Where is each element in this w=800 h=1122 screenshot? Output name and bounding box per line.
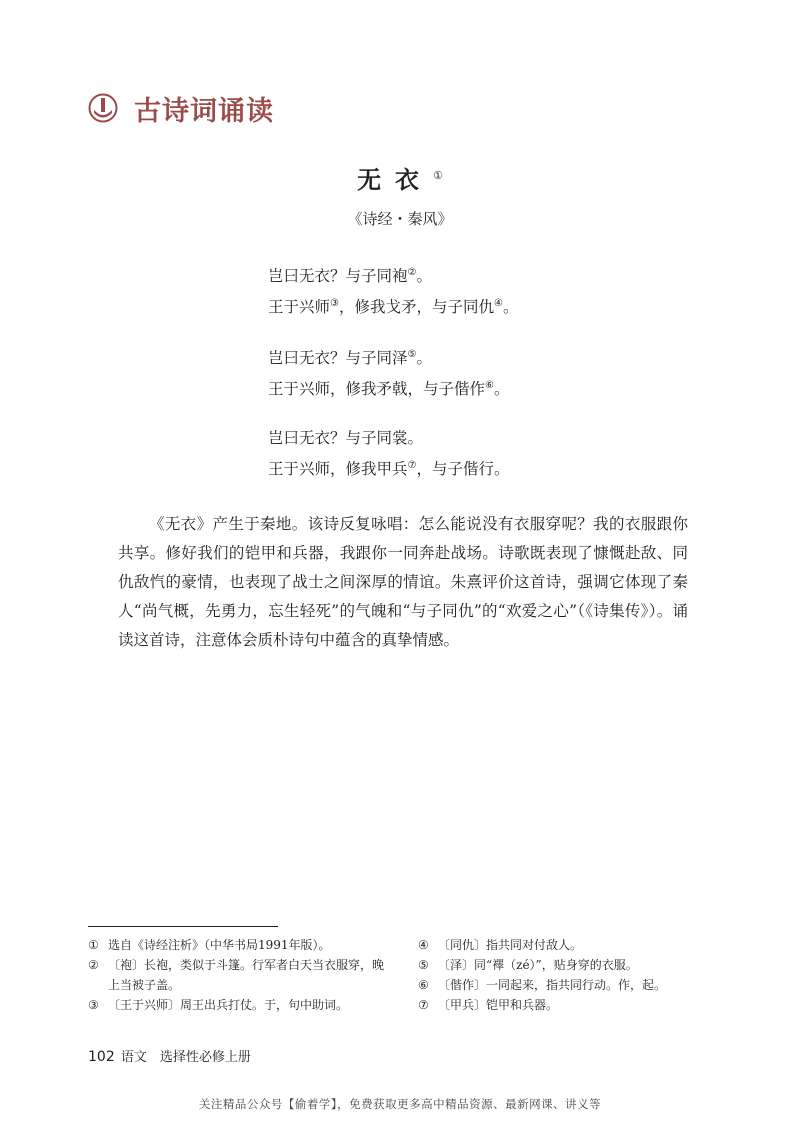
stanza-3 — [268, 424, 510, 483]
poem-line: 王于兴师，修我甲兵⑦，与子偕行。 — [268, 460, 510, 479]
footnote-item: ④ 〔同仇〕指共同对付敌人。 — [418, 938, 583, 952]
poem-source: 《诗经・秦风》 — [347, 210, 453, 228]
footnote-item: ⑥ 〔偕作〕一同起来，指共同行动。作，起。 — [418, 978, 667, 992]
footnote-item: ① 选自《诗经注析》（中华书局1991年版）。 — [88, 938, 331, 952]
book-title: 语文 选择性必修上册 — [120, 1050, 251, 1065]
footnote-divider — [88, 926, 278, 927]
footnote-item: ⑤ 〔泽〕同“襗（zé）”，贴身穿的衣服。 — [418, 958, 638, 972]
page-footer — [88, 1046, 251, 1065]
stanza-2 — [268, 341, 510, 403]
footnote-marker: ① — [433, 169, 443, 182]
poem-line: 岂曰无衣？与子同裳。 — [268, 429, 424, 447]
footnotes-left — [88, 935, 388, 1015]
poem-line: 王于兴师③，修我戈矛，与子同仇④。 — [268, 298, 519, 317]
footnotes-right — [418, 935, 708, 1015]
poem-line: 岂曰无衣？与子同袍②。 — [268, 267, 432, 286]
stanza-1 — [268, 259, 518, 321]
poem-line: 岂曰无衣？与子同泽⑤。 — [268, 349, 432, 368]
section-title: 古诗词诵读 — [134, 95, 274, 127]
page-number: 102 — [88, 1049, 115, 1065]
bookmark-logo-icon — [88, 93, 118, 123]
poem-title: 无衣① — [357, 165, 443, 194]
footnote-item: ⑦ 〔甲兵〕铠甲和兵器。 — [418, 998, 559, 1012]
footnote-item: ② 〔袍〕长袍，类似于斗篷。行军者白天当衣服穿，晚上当被子盖。 — [88, 958, 385, 992]
intro-paragraph: 《无衣》产生于秦地。该诗反复咏唱：怎么能说没有衣服穿呢？我的衣服跟你共享。修好我们的铠甲和兵器，我跟你一同奔赴战场。诗歌既表现了慷慨赴敌、同仇敌忾的豪情，也表现了战士之间深厚的情谊。朱熹评价这首诗，强调它体现了秦人“尚气概，先勇力，忘生轻死”的气魄和“与子同仇”的“欢爱之心”（《诗集传》）。诵读这首诗，注意体会质朴诗句中蕴含的真挚情感。 — [118, 515, 688, 649]
section-header — [88, 88, 274, 128]
poem-line: 王于兴师，修我矛戟，与子偕作⑥。 — [268, 380, 510, 399]
footnote-item: ③ 〔王于兴师〕周王出兵打仗。于，句中助词。 — [88, 998, 349, 1012]
promo-banner: 关注精品公众号【偷着学】，免费获取更多高中精品资源、最新网课、讲义等 — [198, 1097, 602, 1111]
